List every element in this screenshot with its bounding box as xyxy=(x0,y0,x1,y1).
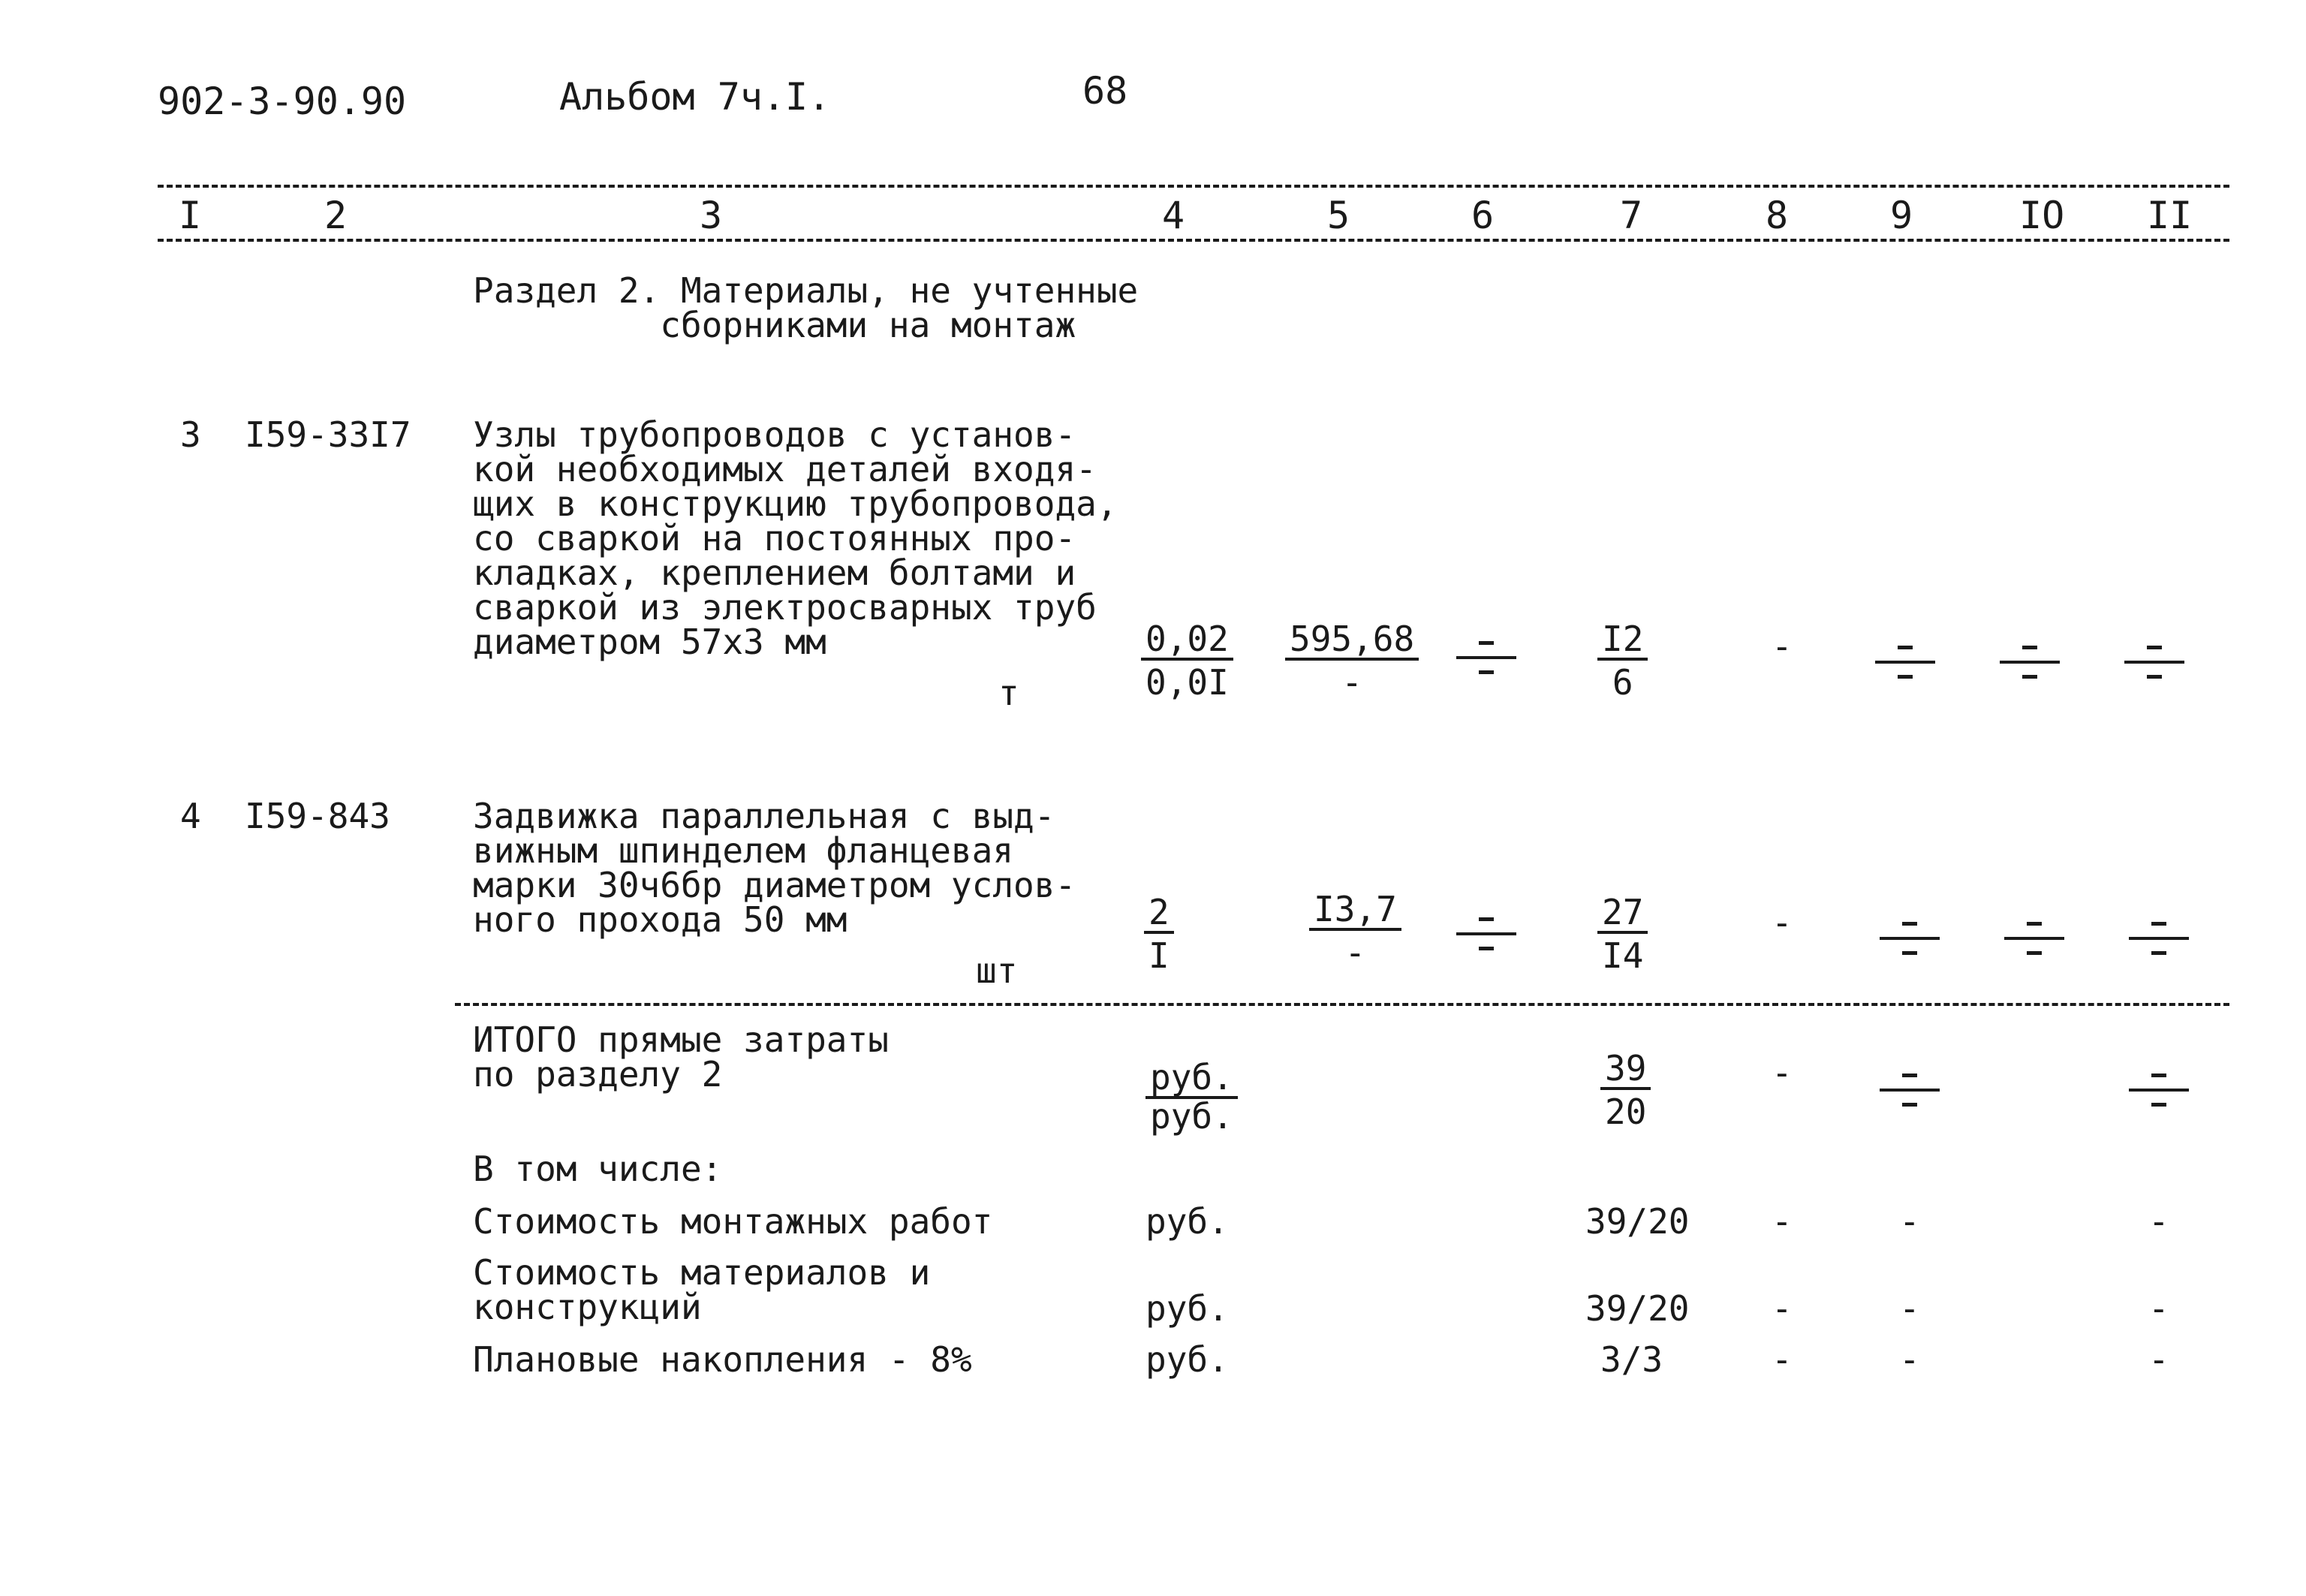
unit-price-total: 595,68 xyxy=(1285,622,1419,661)
breakdown-unit: руб. xyxy=(1145,1288,1229,1329)
breakdown-value: 39/20 xyxy=(1585,1201,1690,1242)
total-cost-bottom: 20 xyxy=(1605,1092,1647,1132)
quantity-unit: 0,0I xyxy=(1145,662,1229,703)
total-column-11-dash-fraction xyxy=(2129,1074,2189,1107)
column-9-dash-fraction xyxy=(1875,646,1935,679)
section-title: Раздел 2. Материалы, не учтенные сборниками на монтаж xyxy=(473,270,1139,345)
quantity-unit: I xyxy=(1148,935,1170,976)
row-code: I59-33I7 xyxy=(245,414,411,455)
column-header-9: 9 xyxy=(1890,194,1913,237)
column-9-dash-fraction xyxy=(1880,922,1940,955)
column-header-11: II xyxy=(2147,194,2193,237)
row-total-cost xyxy=(1597,892,1648,976)
breakdown-value: 39/20 xyxy=(1585,1288,1690,1329)
row-unit-price xyxy=(1285,619,1419,703)
breakdown-value: 3/3 xyxy=(1600,1339,1663,1380)
column-6-dash-fraction xyxy=(1456,641,1516,674)
breakdown-label: Стоимость монтажных работ xyxy=(473,1201,993,1242)
including-label: В том числе: xyxy=(473,1149,723,1189)
column-10-dash-fraction xyxy=(2000,646,2060,679)
row-quantity xyxy=(1144,892,1174,976)
column-header-1: I xyxy=(179,194,202,237)
breakdown-label: Стоимость материалов и конструкций xyxy=(473,1252,931,1327)
column-header-2: 2 xyxy=(324,194,348,237)
total-label: ИТОГО прямые затраты по разделу 2 xyxy=(473,1019,889,1095)
breakdown-column-9: - xyxy=(1899,1201,1920,1242)
total-unit-top: руб. xyxy=(1145,1060,1238,1099)
total-unit xyxy=(1145,1057,1238,1137)
column-8-value: - xyxy=(1772,902,1793,943)
quantity-total: 0,02 xyxy=(1141,622,1233,661)
unit-price-total: I3,7 xyxy=(1309,892,1401,931)
breakdown-column-11: - xyxy=(2148,1201,2169,1242)
breakdown-label: Плановые накопления - 8% xyxy=(473,1339,972,1380)
row-unit: т xyxy=(998,673,1019,713)
total-cost-top: 27 xyxy=(1597,895,1648,934)
quantity-total: 2 xyxy=(1144,895,1174,934)
column-header-10: IO xyxy=(2019,194,2065,237)
total-cost-top: I2 xyxy=(1597,622,1648,661)
breakdown-unit: руб. xyxy=(1145,1201,1229,1242)
row-code: I59-843 xyxy=(245,796,390,836)
column-10-dash-fraction xyxy=(2004,922,2064,955)
column-header-5: 5 xyxy=(1327,194,1350,237)
album-label: Альбом 7ч.I. xyxy=(559,75,831,119)
column-11-dash-fraction xyxy=(2129,922,2189,955)
row-quantity xyxy=(1141,619,1233,703)
total-column-8: - xyxy=(1772,1052,1793,1093)
header-top-rule xyxy=(158,185,2229,188)
column-11-dash-fraction xyxy=(2124,646,2184,679)
row-number: 3 xyxy=(180,414,201,455)
total-cost-bottom: 6 xyxy=(1612,662,1633,703)
row-unit-price xyxy=(1309,889,1401,973)
page-number: 68 xyxy=(1082,69,1128,113)
totals-separator xyxy=(455,1003,2229,1006)
breakdown-column-8: - xyxy=(1772,1288,1793,1329)
breakdown-column-11: - xyxy=(2148,1339,2169,1380)
column-header-7: 7 xyxy=(1620,194,1643,237)
column-header-8: 8 xyxy=(1766,194,1789,237)
column-header-3: 3 xyxy=(700,194,723,237)
column-header-6: 6 xyxy=(1471,194,1495,237)
total-unit-bottom: руб. xyxy=(1150,1096,1233,1137)
unit-price-wage: - xyxy=(1341,662,1362,703)
total-cost xyxy=(1600,1048,1651,1132)
row-description: Задвижка параллельная с выд- вижным шпинделем фланцевая марки 30ч6бр диаметром услов- ного прохода 50 мм xyxy=(473,796,1076,940)
row-total-cost xyxy=(1597,619,1648,703)
breakdown-column-11: - xyxy=(2148,1288,2169,1329)
total-cost-top: 39 xyxy=(1600,1051,1651,1090)
breakdown-column-8: - xyxy=(1772,1201,1793,1242)
header-bottom-rule xyxy=(158,239,2229,242)
row-unit: шт xyxy=(976,950,1018,991)
total-cost-bottom: I4 xyxy=(1602,935,1644,976)
breakdown-unit: руб. xyxy=(1145,1339,1229,1380)
total-column-9-dash-fraction xyxy=(1880,1074,1940,1107)
breakdown-column-8: - xyxy=(1772,1339,1793,1380)
column-8-value: - xyxy=(1772,626,1793,667)
row-description: Узлы трубопроводов с установ- кой необходимых деталей входя- щих в конструкцию трубопровода, со сваркой на постоянных про- кладках, креплением болтами и сваркой из электросварных труб диаметром 57х3 мм xyxy=(473,414,1118,662)
column-header-4: 4 xyxy=(1162,194,1185,237)
row-number: 4 xyxy=(180,796,201,836)
unit-price-wage: - xyxy=(1344,932,1366,973)
document-code: 902-3-90.90 xyxy=(158,80,407,123)
breakdown-column-9: - xyxy=(1899,1288,1920,1329)
breakdown-column-9: - xyxy=(1899,1339,1920,1380)
column-6-dash-fraction xyxy=(1456,917,1516,950)
